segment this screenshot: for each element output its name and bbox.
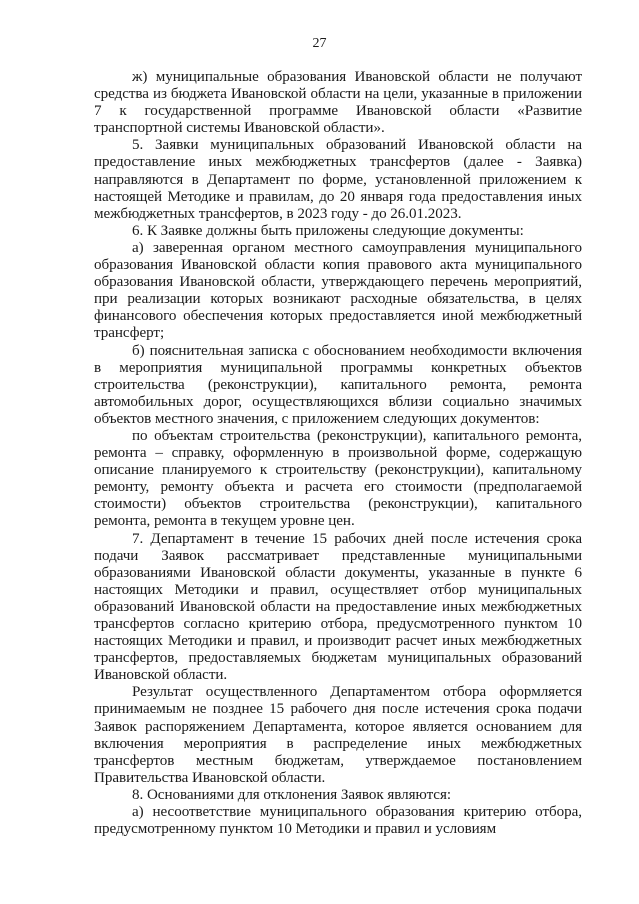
paragraph-item-zh: ж) муниципальные образования Ивановской области не получают средства из бюджета Ивановской области на цели, указанные в приложении 7 к государственной программе Ивановской области «Развитие транспортной системы Ивановской области». — [94, 69, 582, 137]
paragraph-item-b: б) пояснительная записка с обоснованием необходимости включения в мероприятия муниципальной программы конкретных объектов строительства (реконструкции), капитального ремонта, ремонта автомобильных дорог, осуществляющихся вблизи социально значимых объектов местного значения, с приложением следующих документов: — [94, 342, 582, 427]
paragraph-item-a: а) заверенная органом местного самоуправления муниципального образования Ивановской области копия правового акта муниципального образования Ивановской области, утверждающего перечень мероприятий, при реализации которых возникают расходные обязательства, в целях финансового обеспечения которых предоставляется иной межбюджетный трансферт; — [94, 239, 582, 342]
paragraph-clause-5: 5. Заявки муниципальных образований Ивановской области на предоставление иных межбюджетных трансфертов (далее - Заявка) направляются в Департамент по форме, установленной приложением к настоящей Методике и правилам, до 20 января года предоставления иных межбюджетных трансфертов, в 2023 году - до 26.01.2023. — [94, 137, 582, 222]
paragraph-clause-8: 8. Основаниями для отклонения Заявок являются: — [132, 786, 451, 803]
paragraph-construction-objects: по объектам строительства (реконструкции), капитального ремонта, ремонта – справку, оформленную в произвольной форме, содержащую описание планируемого к строительству (реконструкции), капитальному ремонту, ремонту объекта и расчета его стоимости (предполагаемой стоимости) объектов строительства (реконструкции), капитального ремонта, ремонта в текущем уровне цен. — [94, 427, 582, 530]
document-body — [94, 69, 582, 838]
paragraph-clause-7: 7. Департамент в течение 15 рабочих дней после истечения срока подачи Заявок рассматривает представленные муниципальными образованиями Ивановской области документы, указанные в пункте 6 настоящих Методики и правил, осуществляет отбор муниципальных образований Ивановской области на предоставление иных межбюджетных трансфертов согласно критерию отбора, предусмотренного пунктом 10 настоящих Методики и правил, и производит расчет иных межбюджетных трансфертов, предоставляемых бюджетам муниципальных образований Ивановской области. — [94, 530, 582, 684]
paragraph-selection-result: Результат осуществленного Департаментом отбора оформляется принимаемым не позднее 15 рабочего дня после истечения срока подачи Заявок распоряжением Департамента, которое является основанием для включения мероприятия в распределение иных межбюджетных трансфертов местным бюджетам, утверждаемое постановлением Правительства Ивановской области. — [94, 684, 582, 786]
page-number: 27 — [312, 36, 327, 51]
paragraph-clause-6: 6. К Заявке должны быть приложены следующие документы: — [132, 222, 524, 239]
paragraph-clause-8-item-a: а) несоответствие муниципального образования критерию отбора, предусмотренному пунктом 10 Методики и правил и условиям — [94, 804, 582, 838]
